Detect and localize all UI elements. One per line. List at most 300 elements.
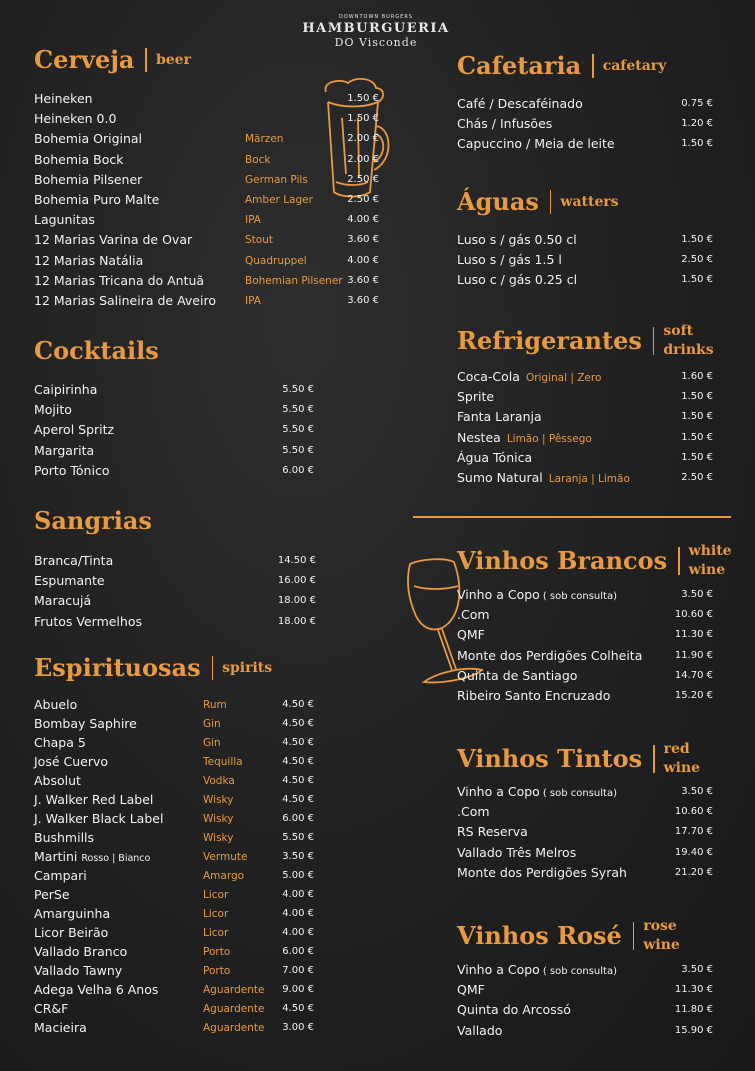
item-options: Limão | Pêssego <box>506 432 592 445</box>
item-price: 1.50 € <box>681 391 713 403</box>
brand-logo <box>285 14 467 50</box>
item-price: 3.60 € <box>347 234 379 246</box>
menu-item <box>457 980 713 1000</box>
menu-item <box>34 210 379 230</box>
menu-item <box>34 942 314 962</box>
item-name-text: Quinta de Santiago <box>457 667 578 683</box>
menu-item <box>34 251 379 271</box>
menu-item <box>34 190 379 210</box>
item-name <box>34 571 105 591</box>
item-name-text: Martini <box>34 849 78 864</box>
section-title-aguas <box>457 188 619 216</box>
title-separator <box>592 54 594 78</box>
item-name <box>34 923 108 943</box>
menu-item <box>457 387 713 407</box>
item-name <box>34 190 159 210</box>
item-name-text: Aperol Spritz <box>34 422 115 438</box>
item-type: Amber Lager <box>245 194 313 206</box>
menu-item <box>457 605 713 625</box>
item-name <box>34 170 142 190</box>
item-price: 3.60 € <box>347 274 379 286</box>
menu-item <box>34 612 316 632</box>
menu-item <box>457 686 713 706</box>
item-name-text: 12 Marias Varina de Ovar <box>34 232 193 248</box>
item-name-text: Vinho a Copo <box>457 784 540 799</box>
rose-subtitle-line1: rose <box>643 918 677 934</box>
menu-item <box>457 1021 713 1041</box>
item-price: 2.50 € <box>347 173 379 185</box>
tintos-subtitle-line2: wine <box>663 760 701 776</box>
item-name <box>457 94 583 114</box>
aguas-subtitle: watters <box>560 194 619 210</box>
item-name-text: Luso s / gás 1.5 l <box>457 252 562 268</box>
item-name-text: Vallado Branco <box>34 944 128 959</box>
item-name-text: Coca-Cola <box>457 369 520 384</box>
item-name-text: Mojito <box>34 402 72 418</box>
item-name-text: J. Walker Red Label <box>34 792 154 807</box>
item-name <box>34 150 123 170</box>
item-name-text: Bombay Saphire <box>34 716 137 731</box>
item-name <box>34 230 192 250</box>
tintos-title: Vinhos Tintos <box>457 744 643 773</box>
item-name-text: Bohemia Original <box>34 131 143 147</box>
item-name <box>34 291 216 311</box>
item-name-text: CR&F <box>34 1001 69 1016</box>
item-name <box>457 980 485 1000</box>
item-name-text: Licor Beirão <box>34 925 109 940</box>
item-name <box>457 250 562 270</box>
item-price: 2.50 € <box>347 194 379 205</box>
item-price: 4.50 € <box>282 794 314 805</box>
menu-item <box>34 291 379 311</box>
item-name-text: Heineken <box>34 91 93 106</box>
item-price: 4.50 € <box>282 1003 314 1014</box>
item-name <box>34 961 122 981</box>
item-price: 5.00 € <box>282 870 314 881</box>
item-price: 1.50 € <box>681 451 713 463</box>
section-title-cerveja <box>34 46 191 74</box>
item-name-text: Vallado Três Melros <box>457 844 577 860</box>
section-title-vinhos-rose <box>457 917 680 955</box>
item-name-text: Luso c / gás 0.25 cl <box>457 272 578 288</box>
item-price: 5.50 € <box>282 444 314 456</box>
espirituosas-title: Espirituosas <box>34 653 201 682</box>
item-name-text: Bushmills <box>34 830 95 845</box>
menu-item <box>457 428 713 448</box>
item-name <box>457 843 576 863</box>
item-type: Aguardente <box>203 1022 265 1034</box>
item-price: 9.00 € <box>282 984 314 995</box>
item-name-text: Luso s / gás 0.50 cl <box>457 232 577 247</box>
item-price: 4.50 € <box>282 775 314 786</box>
rose-subtitle <box>643 917 679 955</box>
title-separator <box>550 190 552 214</box>
item-name-text: PerSe <box>34 887 70 902</box>
item-name-text: Heineken 0.0 <box>34 111 117 127</box>
item-name <box>457 1000 571 1020</box>
item-name-text: RS Reserva <box>457 824 528 840</box>
item-type: Bock <box>245 153 271 166</box>
section-title-espirituosas <box>34 654 272 682</box>
item-name <box>34 752 108 772</box>
item-name <box>34 109 116 129</box>
menu-item <box>457 625 713 645</box>
item-type: Wisky <box>203 813 234 825</box>
item-name-text: Lagunitas <box>34 212 95 228</box>
item-type: German Pils <box>245 173 308 186</box>
item-price: 5.50 € <box>282 384 314 395</box>
menu-item <box>34 170 379 190</box>
refrigerantes-title: Refrigerantes <box>457 326 642 355</box>
menu-item <box>457 960 713 980</box>
menu-item <box>457 646 713 666</box>
item-name <box>457 822 528 842</box>
rose-title: Vinhos Rosé <box>457 921 622 950</box>
menu-item <box>34 230 379 250</box>
item-name-text: Água Tónica <box>457 449 533 465</box>
item-type: Licor <box>203 927 229 939</box>
cafetaria-subtitle: cafetary <box>602 58 667 74</box>
cerveja-title: Cerveja <box>34 45 135 74</box>
item-price: 3.00 € <box>282 1022 314 1033</box>
item-name <box>457 134 615 154</box>
rose-subtitle-line2: wine <box>643 937 680 953</box>
item-name-text: Branca/Tinta <box>34 553 114 568</box>
item-name-text: J. Walker Black Label <box>34 811 164 826</box>
item-name <box>457 625 485 645</box>
item-name <box>457 605 490 625</box>
title-separator <box>145 48 147 72</box>
item-name <box>457 448 532 468</box>
item-price: 11.30 € <box>674 984 713 996</box>
section-divider <box>413 516 731 518</box>
item-name-text: Monte dos Perdigões Colheita <box>457 647 643 663</box>
menu-item <box>457 822 713 842</box>
item-price: 4.50 € <box>282 718 314 729</box>
item-name <box>457 428 592 449</box>
item-name-text: Frutos Vermelhos <box>34 613 142 629</box>
item-options: Laranja | Limão <box>548 473 630 485</box>
item-price: 4.50 € <box>282 737 314 748</box>
item-name-text: Sprite <box>457 389 495 405</box>
section-title-cafetaria <box>457 52 666 80</box>
item-name-text: José Cuervo <box>34 754 109 769</box>
item-name-text: Bohemia Puro Malte <box>34 192 160 207</box>
item-name <box>457 666 577 686</box>
espirituosas-subtitle: spirits <box>222 660 273 676</box>
item-price: 2.50 € <box>681 472 713 483</box>
item-name-text: Fanta Laranja <box>457 409 542 425</box>
item-name <box>34 885 70 905</box>
menu-item <box>34 109 379 129</box>
item-name <box>457 230 577 250</box>
item-name <box>34 999 68 1019</box>
menu-item <box>34 129 379 149</box>
item-note: ( sob consulta) <box>542 788 617 799</box>
menu-item <box>457 250 713 270</box>
item-name-text: Café / Descaféinado <box>457 96 583 111</box>
item-name <box>34 400 72 420</box>
item-name-text: Campari <box>34 868 87 883</box>
title-separator <box>653 327 655 355</box>
menu-item <box>34 828 314 848</box>
item-name-text: Bohemia Pilsener <box>34 171 143 187</box>
item-price: 15.20 € <box>674 690 713 701</box>
menu-item <box>457 802 713 822</box>
item-price: 4.00 € <box>347 254 379 266</box>
item-name <box>34 809 163 829</box>
menu-item <box>457 468 713 488</box>
cafetaria-title: Cafetaria <box>457 51 582 80</box>
item-price: 19.40 € <box>674 846 713 858</box>
item-price: 4.00 € <box>282 908 314 919</box>
item-price: 6.00 € <box>282 946 314 957</box>
item-name <box>34 733 86 753</box>
item-name-text: Vinho a Copo <box>457 962 540 977</box>
brand-tagline: DOWNTOWN BURGERS <box>339 14 413 20</box>
menu-item <box>34 441 314 461</box>
item-name-text: Monte dos Perdigões Syrah <box>457 864 627 880</box>
menu-item <box>34 809 314 829</box>
item-type: Tequilla <box>203 756 243 768</box>
item-type: Aguardente <box>203 1003 265 1015</box>
item-name-text: QMF <box>457 627 485 643</box>
item-name <box>34 380 97 400</box>
menu-item <box>457 585 713 605</box>
item-price: 16.00 € <box>277 575 316 587</box>
item-type: Gin <box>203 737 221 749</box>
refrigerantes-subtitle-line1: soft <box>663 323 694 339</box>
item-price: 2.00 € <box>347 153 379 165</box>
tintos-subtitle <box>664 740 700 778</box>
menu-item <box>34 980 314 1000</box>
item-type: IPA <box>245 214 261 227</box>
menu-item <box>34 771 314 791</box>
item-note: ( sob consulta) <box>542 591 617 602</box>
item-name-text: .Com <box>457 607 490 623</box>
menu-item <box>34 400 314 420</box>
menu-item <box>34 380 314 400</box>
item-price: 4.50 € <box>282 699 314 710</box>
item-name <box>34 714 137 734</box>
menu-item <box>34 150 379 170</box>
menu-item <box>34 733 314 753</box>
item-type: IPA <box>245 295 261 307</box>
item-name-text: 12 Marias Salineira de Aveiro <box>34 293 216 308</box>
item-type: Märzen <box>245 133 284 146</box>
item-price: 0.75 € <box>681 98 713 109</box>
item-name-text: QMF <box>457 982 485 998</box>
item-name-text: Vallado <box>457 1022 503 1038</box>
item-name <box>457 646 642 666</box>
item-price: 3.50 € <box>681 589 713 600</box>
brancos-subtitle-line2: wine <box>688 562 726 578</box>
item-name <box>457 367 601 388</box>
item-type: Vermute <box>203 851 248 863</box>
section-title-sangrias <box>34 507 152 535</box>
item-name <box>34 771 81 791</box>
item-name <box>457 686 610 706</box>
item-name-text: Capuccino / Meia de leite <box>457 136 615 152</box>
item-name <box>34 904 110 924</box>
item-type: Stout <box>245 234 273 247</box>
item-name <box>34 1018 87 1038</box>
menu-item <box>457 843 713 863</box>
item-name <box>457 1021 502 1041</box>
menu-item <box>34 866 314 886</box>
item-name <box>34 129 142 149</box>
item-price: 17.70 € <box>674 826 713 838</box>
item-name-text: Bohemia Bock <box>34 151 124 167</box>
menu-item <box>34 461 314 481</box>
item-price: 1.60 € <box>681 371 713 382</box>
tintos-subtitle-line1: red <box>663 741 690 757</box>
item-name-text: 12 Marias Natália <box>34 252 144 268</box>
menu-item <box>34 551 316 571</box>
item-name-text: Ribeiro Santo Encruzado <box>457 688 611 703</box>
item-name <box>457 585 617 607</box>
item-price: 1.50 € <box>347 93 379 104</box>
item-name <box>34 612 142 632</box>
item-type: Porto <box>203 965 231 977</box>
brancos-subtitle <box>689 542 732 580</box>
item-price: 6.00 € <box>282 464 314 476</box>
item-name-text: Margarita <box>34 442 95 458</box>
item-name-text: Vinho a Copo <box>457 587 540 602</box>
refrigerantes-subtitle-line2: drinks <box>663 342 714 358</box>
item-price: 5.50 € <box>282 424 314 436</box>
item-name-text: Macieira <box>34 1020 87 1035</box>
item-price: 21.20 € <box>674 866 713 878</box>
item-price: 15.90 € <box>674 1024 713 1036</box>
refrigerantes-subtitle <box>663 322 713 360</box>
brand-name: HAMBURGUERIA <box>302 21 450 36</box>
item-name <box>34 89 93 109</box>
item-name-text: Chapa 5 <box>34 735 86 750</box>
title-separator <box>678 547 680 575</box>
item-name <box>34 591 91 611</box>
item-price: 6.00 € <box>282 813 314 824</box>
item-name <box>457 802 490 822</box>
item-name <box>34 980 158 1000</box>
item-type: Amargo <box>203 870 245 882</box>
item-price: 5.50 € <box>282 404 314 416</box>
title-separator <box>653 745 655 773</box>
menu-item <box>457 114 713 134</box>
item-price: 11.80 € <box>674 1004 713 1016</box>
menu-item <box>34 1018 314 1038</box>
item-price: 3.50 € <box>282 851 314 862</box>
item-price: 4.00 € <box>347 214 379 226</box>
item-type: Wisky <box>203 794 234 806</box>
item-name-text: Sumo Natural <box>457 470 543 485</box>
menu-item <box>457 782 713 802</box>
menu-item <box>34 847 314 867</box>
item-price: 1.50 € <box>681 411 713 423</box>
item-variant: Rosso | Bianco <box>81 853 151 864</box>
item-note: ( sob consulta) <box>542 966 617 977</box>
item-name-text: 12 Marias Tricana do Antuã <box>34 272 205 288</box>
item-name <box>457 782 617 804</box>
item-name <box>457 407 542 427</box>
menu-item <box>34 923 314 943</box>
cocktails-title: Cocktails <box>34 336 159 365</box>
menu-item <box>34 695 314 715</box>
sangrias-title: Sangrias <box>34 506 152 535</box>
item-name <box>34 251 143 271</box>
item-price: 1.50 € <box>681 234 713 245</box>
menu-item <box>457 94 713 114</box>
menu-item <box>34 885 314 905</box>
item-name-text: Quinta do Arcossó <box>457 1002 571 1018</box>
item-price: 11.30 € <box>674 629 713 641</box>
brancos-title: Vinhos Brancos <box>457 546 668 575</box>
item-price: 3.60 € <box>347 295 379 306</box>
item-name <box>34 551 113 571</box>
item-name <box>34 790 153 810</box>
item-name <box>34 695 77 715</box>
menu-item <box>34 591 316 611</box>
item-name-text: Amarguinha <box>34 906 111 921</box>
item-price: 18.00 € <box>277 595 316 607</box>
item-price: 2.50 € <box>681 254 713 266</box>
item-name-text: Espumante <box>34 573 105 589</box>
item-options: Original | Zero <box>525 372 602 384</box>
item-name-text: Absolut <box>34 773 81 788</box>
menu-item <box>457 270 713 290</box>
menu-item <box>457 367 713 387</box>
menu-item <box>457 666 713 686</box>
brand-subname: DO Visconde <box>334 36 418 49</box>
menu-item <box>34 999 314 1019</box>
item-type: Porto <box>203 946 231 958</box>
item-name <box>34 420 114 440</box>
item-price: 2.00 € <box>347 133 379 145</box>
item-name-text: Maracujá <box>34 593 92 609</box>
item-price: 4.50 € <box>282 756 314 767</box>
title-separator <box>633 922 635 950</box>
menu-item <box>34 752 314 772</box>
title-separator <box>212 656 214 680</box>
item-name <box>34 461 109 481</box>
item-name <box>34 942 127 962</box>
cerveja-subtitle: beer <box>155 52 191 68</box>
menu-item <box>457 230 713 250</box>
menu-item <box>34 420 314 440</box>
item-type: Rum <box>203 699 227 711</box>
aguas-title: Águas <box>457 187 539 216</box>
item-price: 10.60 € <box>674 609 713 621</box>
item-price: 3.50 € <box>681 786 713 797</box>
menu-item <box>457 863 713 883</box>
item-name-text: Chás / Infusões <box>457 116 553 132</box>
item-price: 1.50 € <box>681 274 713 286</box>
item-type: Licor <box>203 889 229 901</box>
menu-item <box>34 790 314 810</box>
item-type: Quadruppel <box>245 254 307 267</box>
menu-item <box>34 714 314 734</box>
section-title-vinhos-brancos <box>457 542 732 580</box>
item-name <box>457 960 617 982</box>
item-name-text: Adega Velha 6 Anos <box>34 982 159 997</box>
item-name <box>457 387 494 407</box>
item-price: 3.50 € <box>681 964 713 975</box>
item-price: 10.60 € <box>674 806 713 818</box>
section-title-vinhos-tintos <box>457 740 700 778</box>
item-name-text: Porto Tónico <box>34 462 110 478</box>
item-price: 14.70 € <box>674 669 713 681</box>
item-price: 4.00 € <box>282 927 314 938</box>
